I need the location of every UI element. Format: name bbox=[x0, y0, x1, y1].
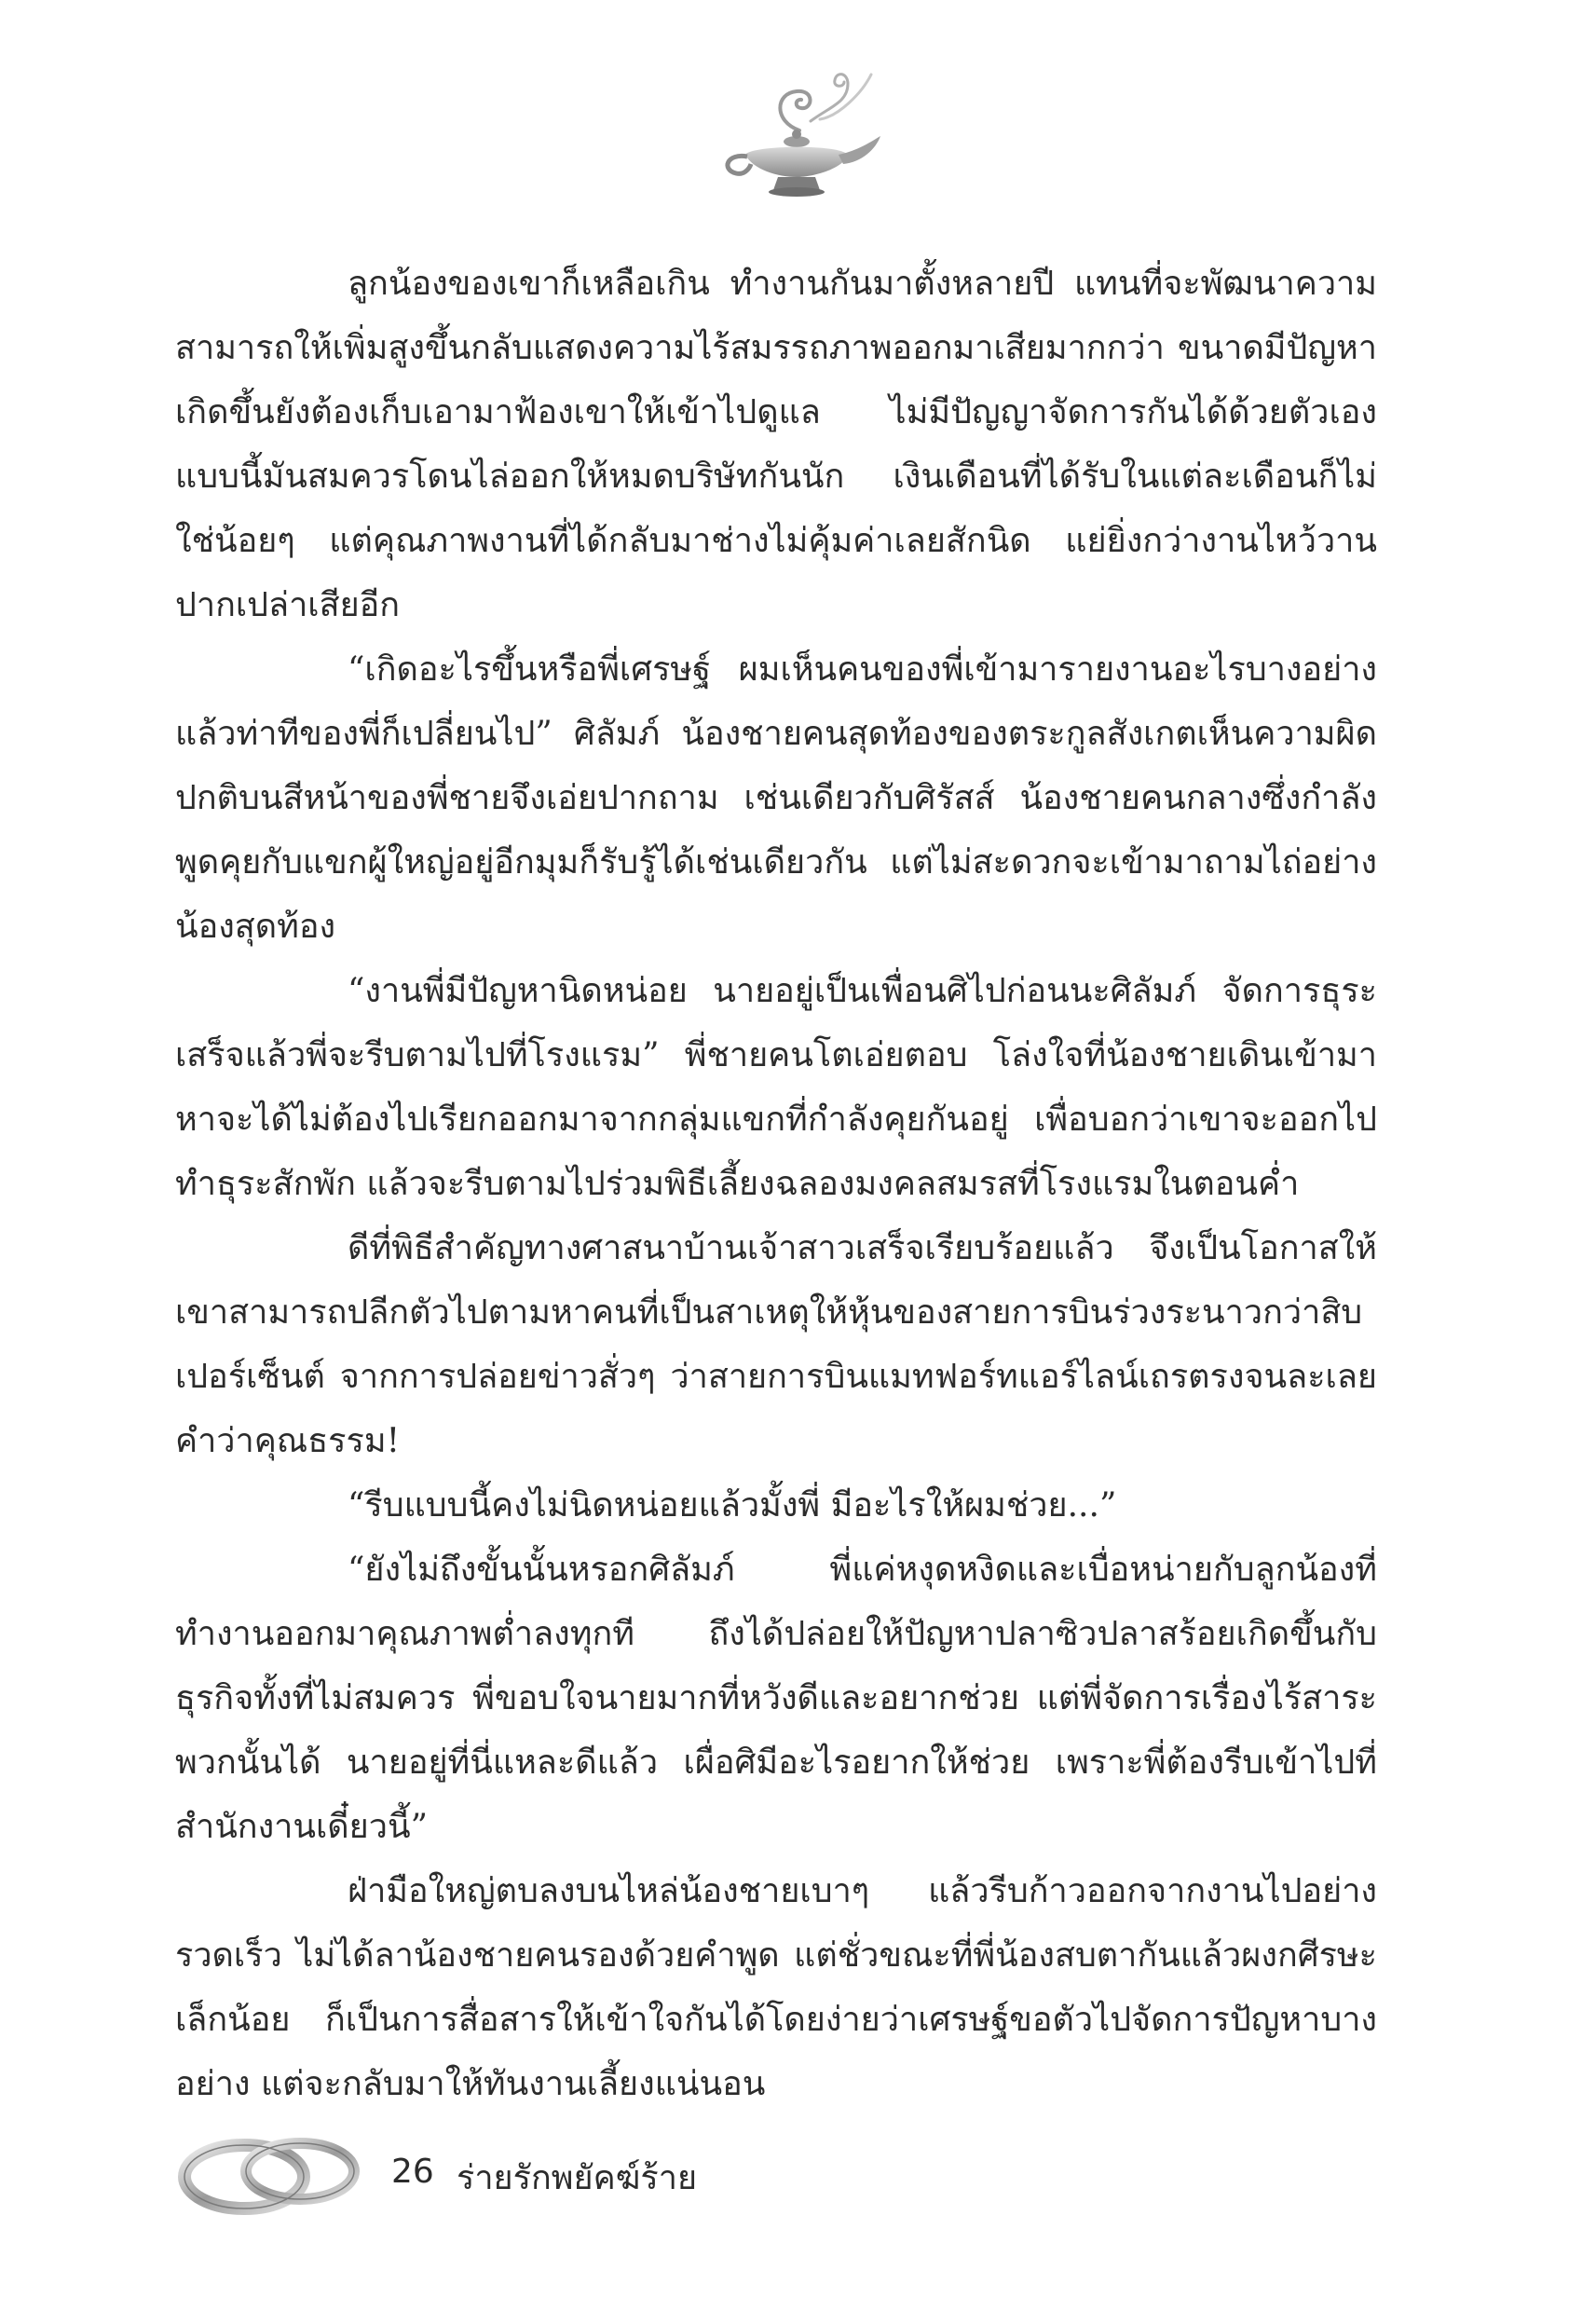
genie-lamp-icon bbox=[708, 65, 885, 205]
page-footer bbox=[177, 2123, 1016, 2225]
paragraph: ลูกน้องของเขาก็เหลือเกิน ทำงานกันมาตั้งหลายปี แทนที่จะพัฒนาความสามารถให้เพิ่มสูงขึ้นกลับแสดงความไร้สมรรถภาพออกมาเสียมากกว่า ขนาดมีปัญหาเกิดขึ้นยังต้องเก็บเอามาฟ้องเขาให้เข้าไปดูแล ไม่มีปัญญาจัดการกันได้ด้วยตัวเอง แบบนี้มันสมควรโดนไล่ออกให้หมดบริษัทกันนัก เงินเดือนที่ได้รับในแต่ละเดือนก็ไม่ใช่น้อยๆ แต่คุณภาพงานที่ได้กลับมาช่างไม่คุ้มค่าเลยสักนิด แย่ยิ่งกว่างานไหว้วานปากเปล่าเสียอีก bbox=[175, 265, 1377, 624]
paragraph: “งานพี่มีปัญหานิดหน่อย นายอยู่เป็นเพื่อนศิไปก่อนนะศิลัมภ์ จัดการธุระเสร็จแล้วพี่จะรีบตามไปที่โรงแรม” พี่ชายคนโตเอ่ยตอบ โล่งใจที่น้องชายเดินเข้ามาหาจะได้ไม่ต้องไปเรียกออกมาจากกลุ่มแขกที่กำลังคุยกันอยู่ เพื่อบอกว่าเขาจะออกไปทำธุระสักพัก แล้วจะรีบตามไปร่วมพิธีเลี้ยงฉลองมงคลสมรสที่โรงแรมในตอนค่ำ bbox=[175, 972, 1377, 1203]
book-title: ร่ายรักพยัคฆ์ร้าย bbox=[457, 2159, 698, 2197]
wedding-rings-icon bbox=[177, 2123, 363, 2225]
paragraph: ฝ่ามือใหญ่ตบลงบนไหล่น้องชายเบาๆ แล้วรีบก้าวออกจากงานไปอย่างรวดเร็ว ไม่ได้ลาน้องชายคนรองด้วยคำพูด แต่ชั่วขณะที่พี่น้องสบตากันแล้วผงกศีรษะเล็กน้อย ก็เป็นการสื่อสารให้เข้าใจกันได้โดยง่ายว่าเศรษฐ์ขอตัวไปจัดการปัญหาบางอย่าง แต่จะกลับมาให้ทันงานเลี้ยงแน่นอน bbox=[175, 1872, 1377, 2103]
paragraph: “ยังไม่ถึงขั้นนั้นหรอกศิลัมภ์ พี่แค่หงุดหงิดและเบื่อหน่ายกับลูกน้องที่ทำงานออกมาคุณภาพต่ำลงทุกที ถึงได้ปล่อยให้ปัญหาปลาซิวปลาสร้อยเกิดขึ้นกับธุรกิจทั้งที่ไม่สมควร พี่ขอบใจนายมากที่หวังดีและอยากช่วย แต่พี่จัดการเรื่องไร้สาระพวกนั้นได้ นายอยู่ที่นี่แหละดีแล้ว เผื่อศิมีอะไรอยากให้ช่วย เพราะพี่ต้องรีบเข้าไปที่สำนักงานเดี๋ยวนี้” bbox=[175, 1551, 1377, 1846]
paragraph: “เกิดอะไรขึ้นหรือพี่เศรษฐ์ ผมเห็นคนของพี่เข้ามารายงานอะไรบางอย่างแล้วท่าทีของพี่ก็เปลี่ยนไป” ศิลัมภ์ น้องชายคนสุดท้องของตระกูลสังเกตเห็นความผิดปกติบนสีหน้าของพี่ชายจึงเอ่ยปากถาม เช่นเดียวกับศิรัสส์ น้องชายคนกลางซึ่งกำลังพูดคุยกับแขกผู้ใหญ่อยู่อีกมุมก็รับรู้ได้เช่นเดียวกัน แต่ไม่สะดวกจะเข้ามาถามไถ่อย่างน้องสุดท้อง bbox=[175, 650, 1377, 946]
page-number: 26 bbox=[391, 2153, 434, 2191]
paragraph: “รีบแบบนี้คงไม่นิดหน่อยแล้วมั้งพี่ มีอะไรให้ผมช่วย...” bbox=[348, 1486, 1117, 1525]
paragraph: ดีที่พิธีสำคัญทางศาสนาบ้านเจ้าสาวเสร็จเรียบร้อยแล้ว จึงเป็นโอกาสให้เขาสามารถปลีกตัวไปตามหาคนที่เป็นสาเหตุให้หุ้นของสายการบินร่วงระนาวกว่าสิบเปอร์เซ็นต์ จากการปล่อยข่าวสั่วๆ ว่าสายการบินแมทฟอร์ทแอร์ไลน์เถรตรงจนละเลยคำว่าคุณธรรม! bbox=[175, 1229, 1377, 1460]
body-text bbox=[175, 252, 1377, 2116]
